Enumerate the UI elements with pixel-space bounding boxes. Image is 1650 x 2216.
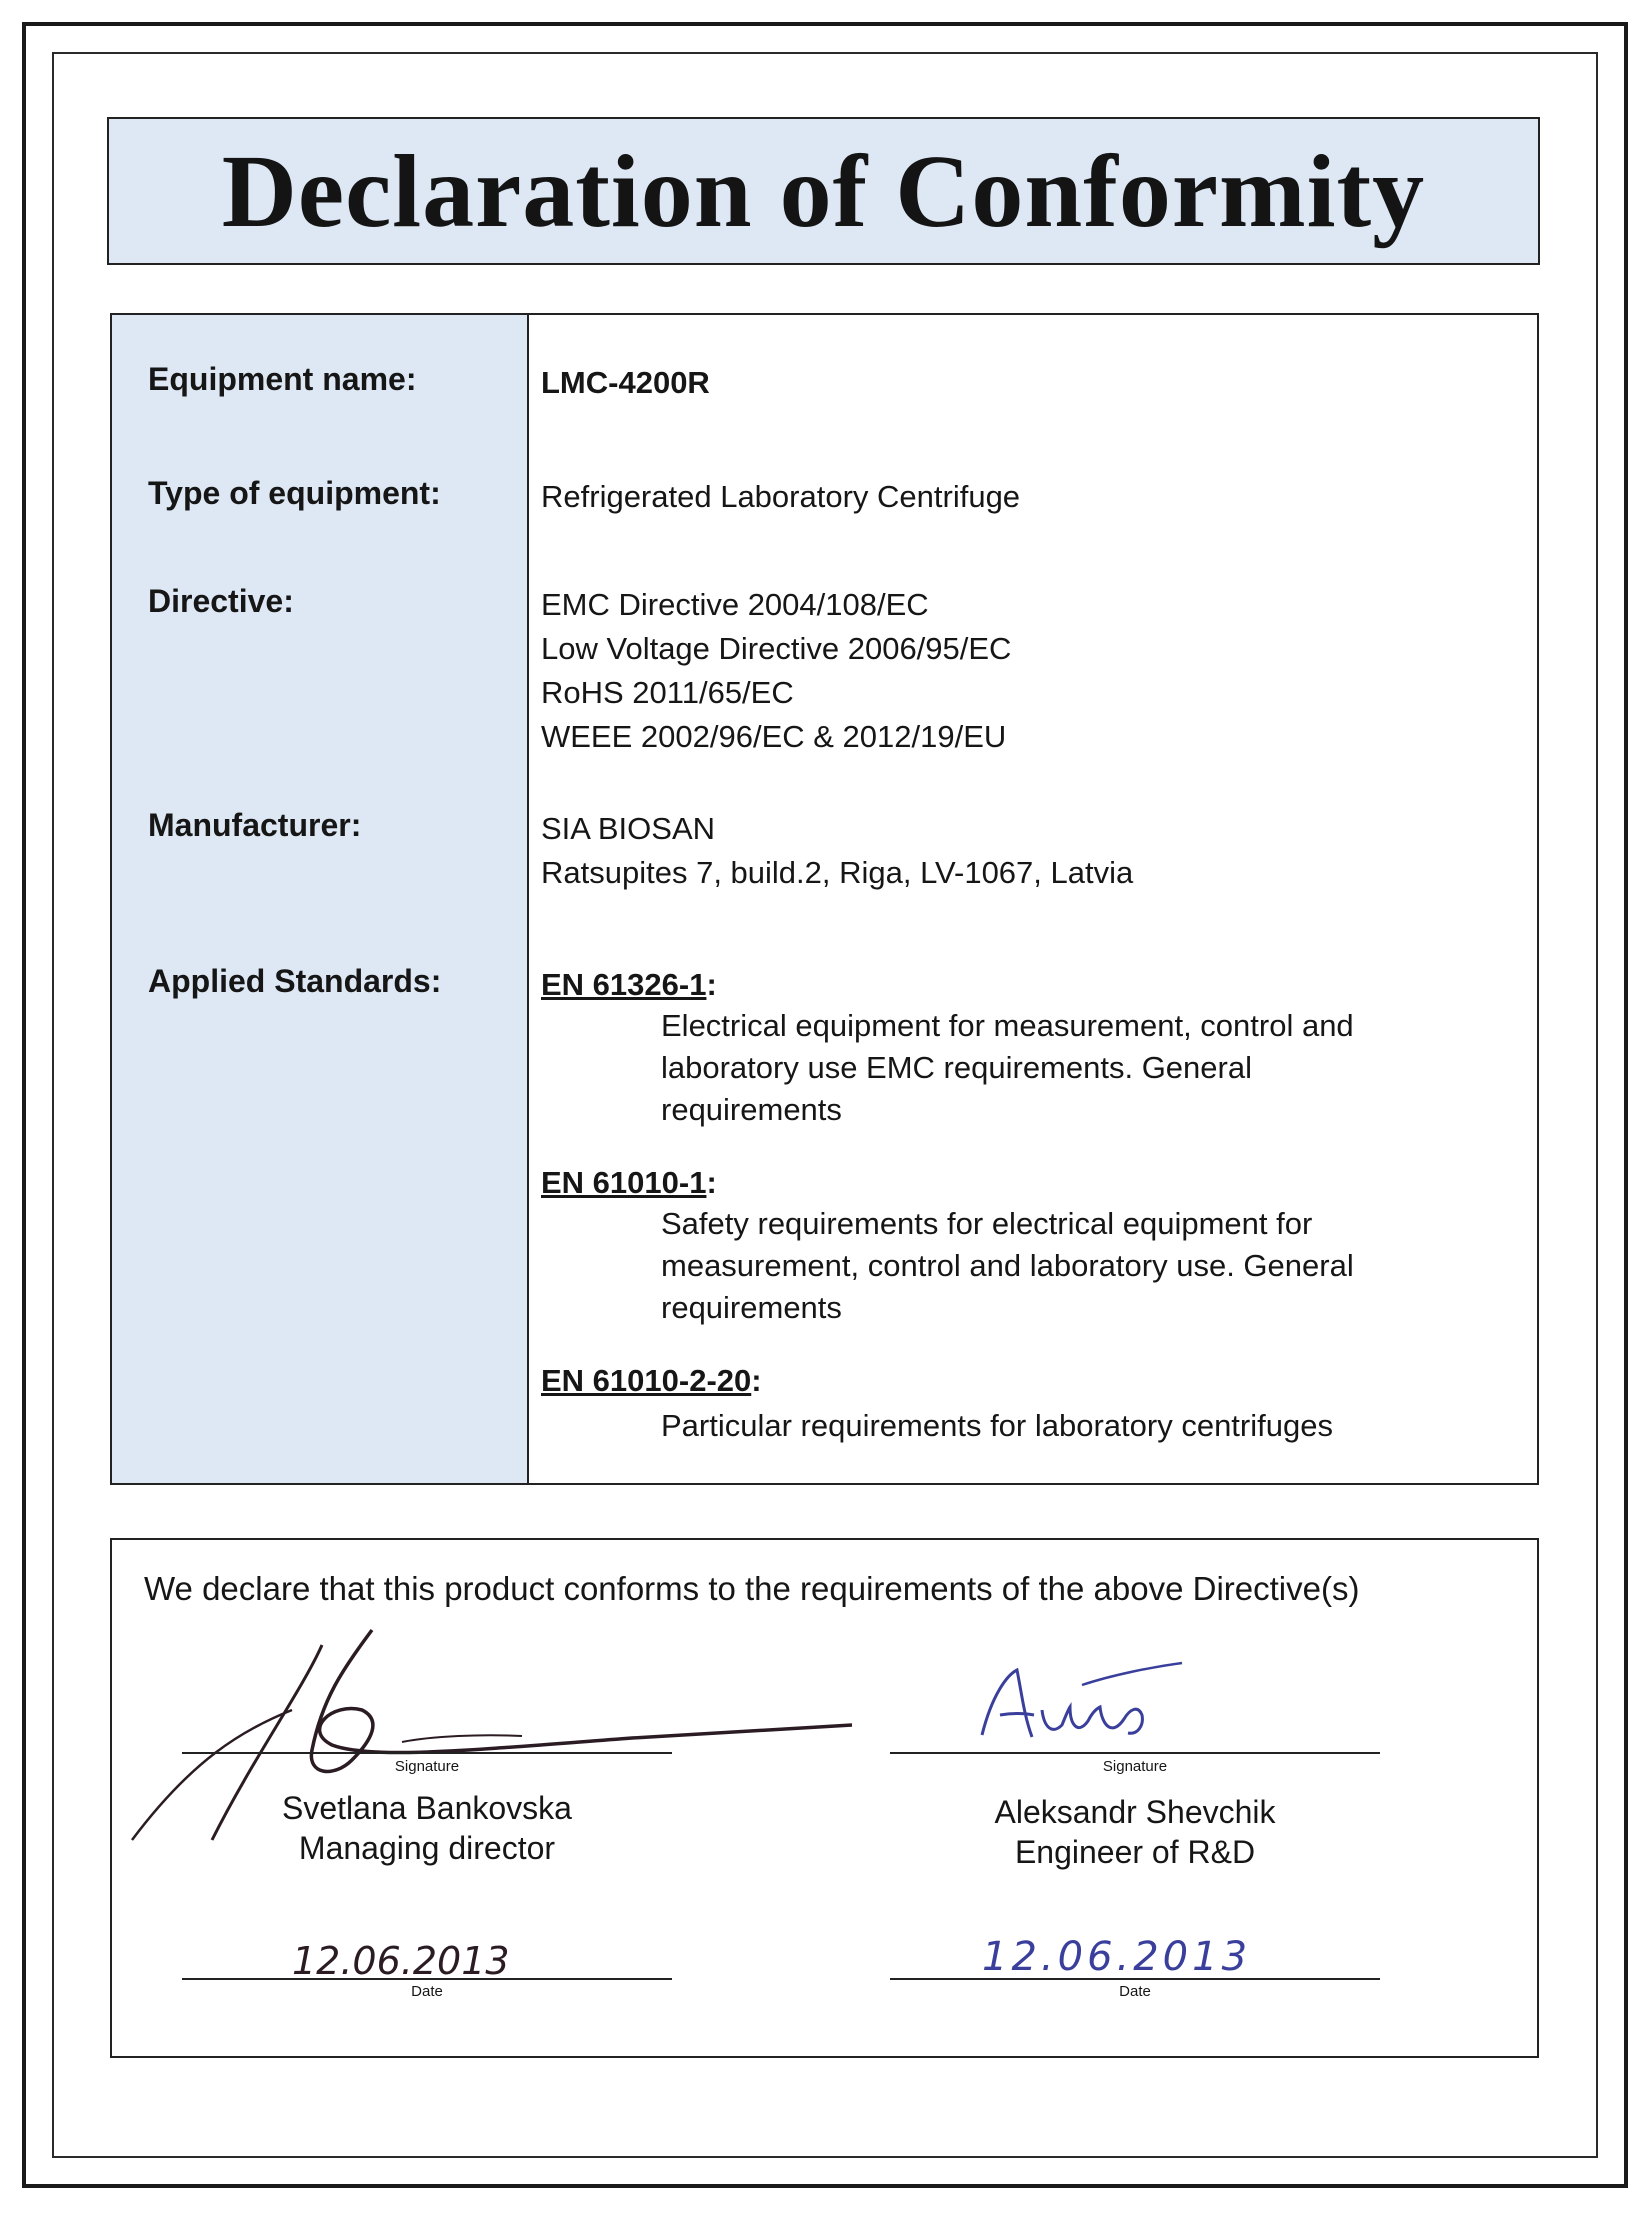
standard-description-line: requirements (661, 1092, 842, 1127)
date-line-right (890, 1978, 1380, 1980)
signature-line-left (182, 1752, 672, 1754)
signatory-left (177, 1788, 677, 1868)
signatory-name: Svetlana Bankovska (282, 1790, 572, 1826)
manufacturer-name: SIA BIOSAN (541, 811, 716, 846)
standard-code: EN 61010-1 (541, 1165, 707, 1200)
standard-heading: EN 61326-1: (541, 967, 717, 1002)
date-text: 12.06.2013 (292, 1939, 510, 1983)
signature-caption-right: Signature (1102, 1758, 1168, 1775)
standard-heading: EN 61010-1: (541, 1165, 717, 1200)
title-banner (107, 117, 1540, 265)
manufacturer-block (541, 807, 1133, 895)
standard-code: EN 61010-2-20 (541, 1363, 752, 1398)
directive-label: Directive: (148, 583, 294, 619)
manufacturer-label: Manufacturer: (148, 807, 362, 843)
standard-description (661, 1203, 1481, 1329)
date-text: 12.06.2013 (982, 1934, 1252, 1980)
standard-description-line: Electrical equipment for measurement, control and (661, 1008, 1354, 1043)
equipment-name-value: LMC-4200R (541, 365, 710, 400)
info-value-column (529, 315, 1537, 1483)
standard-description (661, 1005, 1481, 1131)
applied-standards-label: Applied Standards: (148, 963, 442, 999)
standard-code: EN 61326-1 (541, 967, 707, 1002)
signature-line-right (890, 1752, 1380, 1754)
directive-list (541, 583, 1011, 759)
signatory-right (885, 1792, 1385, 1872)
date-caption-right: Date (1119, 1983, 1151, 2000)
date-caption-left: Date (411, 1983, 443, 2000)
handwritten-date-right (972, 1924, 1292, 1984)
manufacturer-address: Ratsupites 7, build.2, Riga, LV-1067, Latvia (541, 855, 1134, 890)
standard-description-line: measurement, control and laboratory use. General (661, 1248, 1354, 1283)
equipment-type-label: Type of equipment: (148, 475, 441, 511)
standard-heading: EN 61010-2-20: (541, 1363, 762, 1398)
standard-description-line: requirements (661, 1290, 842, 1325)
equipment-info-table (110, 313, 1539, 1485)
standard-description (661, 1405, 1481, 1447)
info-label-column (112, 315, 529, 1483)
signatory-role: Engineer of R&D (1014, 1834, 1256, 1870)
directive-item: Low Voltage Directive 2006/95/EC (541, 631, 1012, 666)
declaration-box (110, 1538, 1539, 2058)
directive-item: WEEE 2002/96/EC & 2012/19/EU (541, 719, 1007, 754)
signatory-role: Managing director (298, 1830, 556, 1866)
signatory-name: Aleksandr Shevchik (994, 1794, 1276, 1830)
standard-description-line: Safety requirements for electrical equipment for (661, 1206, 1313, 1241)
standard-description-line: laboratory use EMC requirements. General (661, 1050, 1252, 1085)
directive-item: RoHS 2011/65/EC (541, 675, 794, 710)
handwritten-signature-right (962, 1655, 1202, 1755)
equipment-name-label: Equipment name: (148, 361, 417, 397)
signature-caption-left: Signature (394, 1758, 460, 1775)
document-title: Declaration of Conformity (221, 133, 1426, 249)
directive-item: EMC Directive 2004/108/EC (541, 587, 929, 622)
equipment-type-value: Refrigerated Laboratory Centrifuge (541, 479, 1021, 514)
date-line-left (182, 1978, 672, 1980)
standard-description-line: Particular requirements for laboratory centrifuges (661, 1408, 1333, 1443)
declaration-statement: We declare that this product conforms to the requirements of the above Directive(s) (144, 1570, 1360, 1607)
